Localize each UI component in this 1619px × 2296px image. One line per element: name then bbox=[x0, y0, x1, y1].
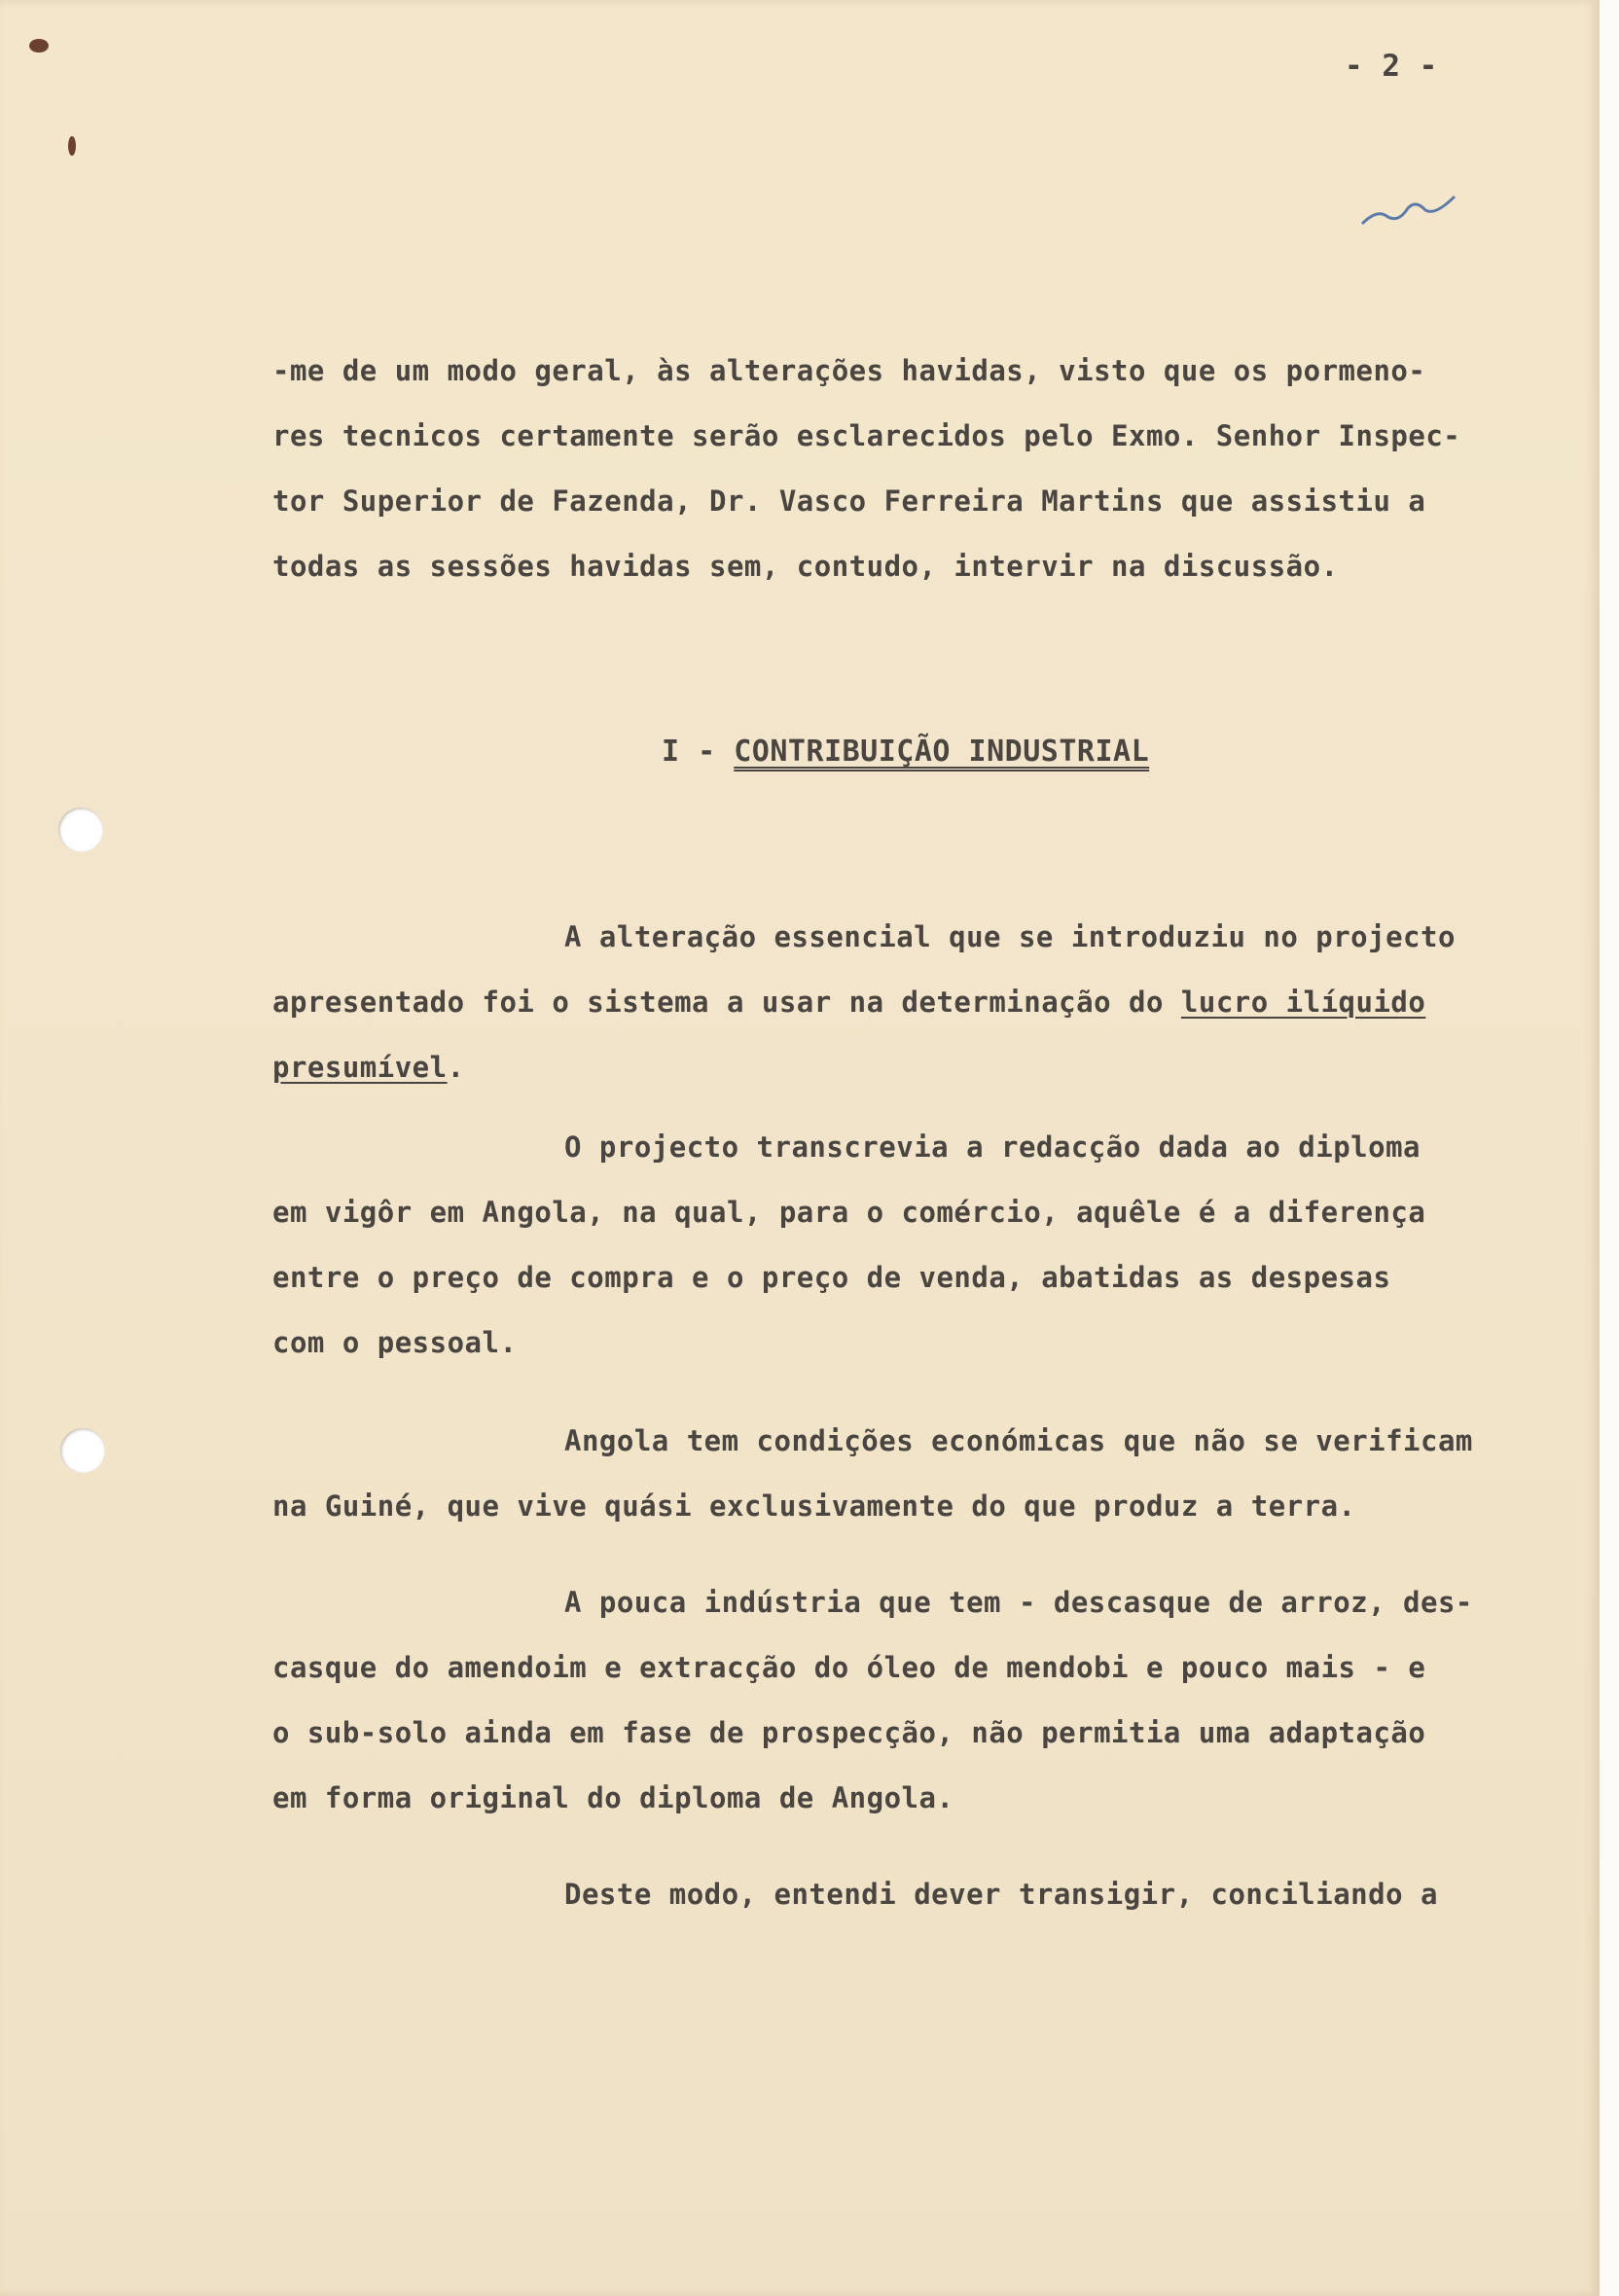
text-line: -me de um modo geral, às alterações havidas, visto que os pormeno- bbox=[272, 354, 1426, 387]
page-number: - 2 - bbox=[1345, 49, 1438, 84]
paragraph-angola bbox=[272, 1409, 1586, 1539]
text-line: A alteração essencial que se introduziu no projecto bbox=[564, 920, 1456, 953]
underlined-term: lucro ilíquido bbox=[1180, 986, 1426, 1019]
text-span: . bbox=[447, 1051, 465, 1084]
text-span: apresentado foi o sistema a usar na determinação do bbox=[272, 986, 1181, 1019]
punch-hole bbox=[58, 807, 103, 852]
text-line: Deste modo, entendi dever transigir, conciliando a bbox=[564, 1878, 1438, 1911]
text-line: com o pessoal. bbox=[272, 1326, 518, 1359]
paragraph-transigir bbox=[272, 1862, 1586, 1927]
text-line: res tecnicos certamente serão esclarecidos pelo Exmo. Senhor Inspec- bbox=[272, 419, 1461, 452]
pencil-mark bbox=[1357, 185, 1464, 233]
text-line bbox=[272, 1035, 1586, 1100]
paragraph-industria bbox=[272, 1570, 1586, 1831]
text-line: tor Superior de Fazenda, Dr. Vasco Ferreira Martins que assistiu a bbox=[272, 484, 1426, 518]
section-title: CONTRIBUIÇÃO INDUSTRIAL bbox=[734, 735, 1150, 769]
section-prefix: I - bbox=[662, 735, 735, 769]
text-line: A pouca indústria que tem - descasque de arroz, des- bbox=[564, 1586, 1473, 1619]
text-line: em vigôr em Angola, na qual, para o comércio, aquêle é a diferença bbox=[272, 1196, 1426, 1229]
page-edge bbox=[1600, 0, 1619, 2296]
text-line: O projecto transcrevia a redacção dada ao diploma bbox=[564, 1130, 1421, 1164]
paragraph-lucro bbox=[272, 905, 1586, 1100]
text-line: em forma original do diploma de Angola. bbox=[272, 1781, 954, 1814]
paragraph-projecto bbox=[272, 1115, 1586, 1376]
opening-paragraph bbox=[272, 339, 1586, 599]
underlined-term: presumível bbox=[272, 1051, 448, 1084]
text-line: todas as sessões havidas sem, contudo, intervir na discussão. bbox=[272, 550, 1339, 583]
punch-hole bbox=[60, 1428, 105, 1473]
text-line: Angola tem condições económicas que não se verificam bbox=[564, 1424, 1473, 1457]
text-line: casque do amendoim e extracção do óleo de mendobi e pouco mais - e bbox=[272, 1651, 1426, 1684]
text-line: entre o preço de compra e o preço de venda, abatidas as despesas bbox=[272, 1261, 1391, 1294]
section-heading bbox=[662, 735, 1149, 769]
ink-stain bbox=[29, 39, 49, 53]
text-line: na Guiné, que vive quási exclusivamente do que produz a terra. bbox=[272, 1489, 1356, 1523]
ink-stain bbox=[68, 136, 76, 156]
text-line bbox=[272, 970, 1586, 1035]
text-line: o sub-solo ainda em fase de prospecção, não permitia uma adaptação bbox=[272, 1716, 1426, 1749]
